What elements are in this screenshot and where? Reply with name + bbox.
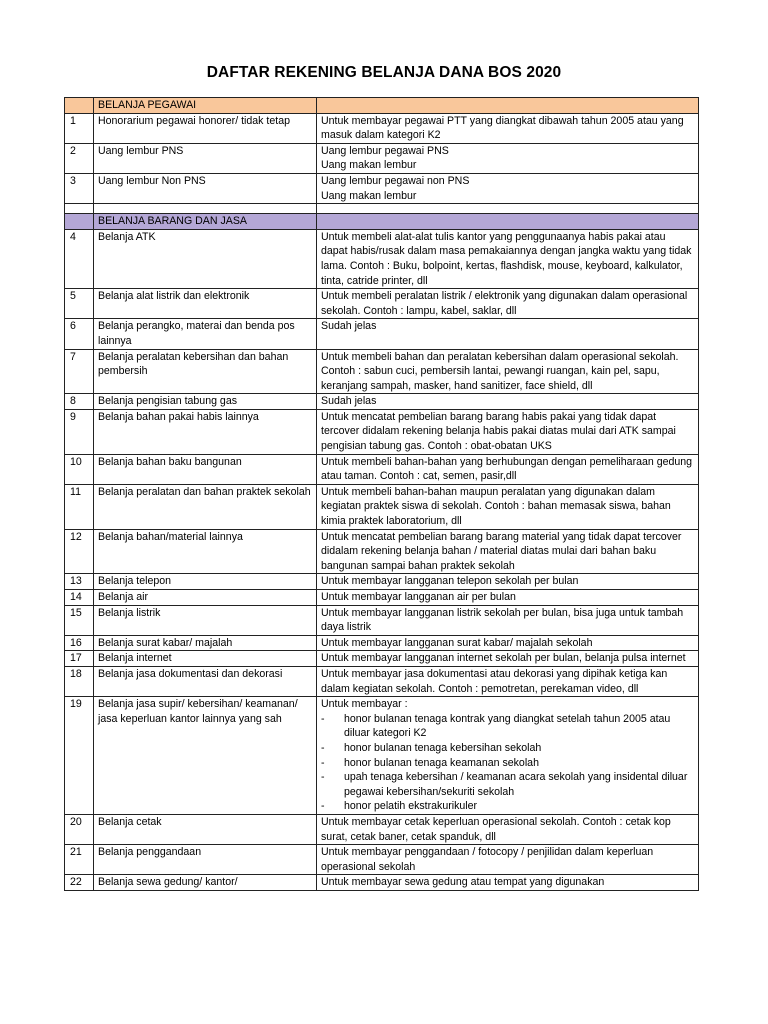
row-item-name: Belanja internet bbox=[94, 651, 317, 667]
row-item-name: Belanja jasa supir/ kebersihan/ keamanan/ jasa keperluan kantor lainnya yang sah bbox=[94, 697, 317, 815]
table-row bbox=[65, 409, 699, 454]
description-line: Untuk mencatat pembelian barang barang habis pakai yang tidak dapat tercover didalam rekening belanja habis pakai diatas mulai dari ATK sampai pengisian tabung gas. Contoh : obat-obatan UKS bbox=[321, 410, 676, 453]
row-item-name: Belanja bahan baku bangunan bbox=[94, 454, 317, 484]
row-description bbox=[317, 605, 699, 635]
row-number: 22 bbox=[65, 875, 94, 891]
description-subitem bbox=[321, 741, 694, 756]
row-number: 17 bbox=[65, 651, 94, 667]
section-header-desc-cell bbox=[317, 98, 699, 114]
row-number: 15 bbox=[65, 605, 94, 635]
row-item-name: Belanja alat listrik dan elektronik bbox=[94, 289, 317, 319]
table-row bbox=[65, 349, 699, 394]
description-subitem-text: honor pelatih ekstrakurikuler bbox=[344, 800, 478, 813]
table-row bbox=[65, 229, 699, 288]
description-subitem bbox=[321, 756, 694, 771]
row-item-name: Belanja bahan pakai habis lainnya bbox=[94, 409, 317, 454]
description-line: Untuk membayar : bbox=[321, 698, 408, 711]
description-line: Uang makan lembur bbox=[321, 159, 417, 172]
description-line: Untuk membayar langganan surat kabar/ majalah sekolah bbox=[321, 636, 593, 649]
description-line: Uang makan lembur bbox=[321, 189, 417, 202]
table-row bbox=[65, 845, 699, 875]
table-row bbox=[65, 173, 699, 203]
row-item-name: Belanja telepon bbox=[94, 574, 317, 590]
row-description bbox=[317, 529, 699, 574]
row-description bbox=[317, 484, 699, 529]
list-dash-icon: - bbox=[321, 800, 325, 813]
row-number: 12 bbox=[65, 529, 94, 574]
table-row bbox=[65, 529, 699, 574]
blank-cell bbox=[65, 204, 94, 214]
table-row bbox=[65, 635, 699, 651]
row-number: 7 bbox=[65, 349, 94, 394]
row-number: 11 bbox=[65, 484, 94, 529]
page-title: DAFTAR REKENING BELANJA DANA BOS 2020 bbox=[206, 64, 562, 81]
table-row bbox=[65, 484, 699, 529]
row-description bbox=[317, 113, 699, 143]
row-item-name: Belanja air bbox=[94, 590, 317, 606]
row-number: 6 bbox=[65, 319, 94, 349]
section-header-no-cell bbox=[65, 214, 94, 230]
description-line: Untuk membayar langganan telepon sekolah per bulan bbox=[321, 575, 579, 588]
row-item-name: Belanja surat kabar/ majalah bbox=[94, 635, 317, 651]
row-number: 2 bbox=[65, 143, 94, 173]
row-description bbox=[317, 319, 699, 349]
row-description bbox=[317, 143, 699, 173]
description-line: Untuk membayar langganan listrik sekolah per bulan, bisa juga untuk tambah daya listrik bbox=[321, 606, 684, 634]
rekening-table bbox=[64, 97, 699, 891]
table-row bbox=[65, 605, 699, 635]
row-item-name: Belanja ATK bbox=[94, 229, 317, 288]
row-number: 5 bbox=[65, 289, 94, 319]
table-row bbox=[65, 113, 699, 143]
table-row bbox=[65, 666, 699, 696]
description-line: Untuk membeli bahan-bahan yang berhubungan dengan pemeliharaan gedung atau taman. Contoh : cat, semen, pasir,dll bbox=[321, 455, 693, 483]
table-row bbox=[65, 875, 699, 891]
table-row bbox=[65, 814, 699, 844]
row-description bbox=[317, 349, 699, 394]
description-line: Untuk membayar langganan internet sekolah per bulan, belanja pulsa internet bbox=[321, 652, 686, 665]
table-row bbox=[65, 394, 699, 410]
row-item-name: Belanja penggandaan bbox=[94, 845, 317, 875]
row-description bbox=[317, 454, 699, 484]
section-header-title: BELANJA PEGAWAI bbox=[94, 98, 317, 114]
row-description bbox=[317, 635, 699, 651]
description-subitem bbox=[321, 799, 694, 814]
description-line: Uang lembur pegawai non PNS bbox=[321, 174, 470, 187]
row-description bbox=[317, 409, 699, 454]
list-dash-icon: - bbox=[321, 712, 325, 725]
table-row bbox=[65, 289, 699, 319]
row-description bbox=[317, 697, 699, 815]
row-description bbox=[317, 590, 699, 606]
row-item-name: Belanja sewa gedung/ kantor/ bbox=[94, 875, 317, 891]
description-line: Untuk membayar jasa dokumentasi atau dekorasi yang dipihak ketiga kan dalam kegiatan sekolah. Contoh : pemotretan, perekaman video, dll bbox=[321, 667, 668, 695]
description-line: Sudah jelas bbox=[321, 395, 377, 408]
list-dash-icon: - bbox=[321, 741, 325, 754]
blank-row bbox=[65, 204, 699, 214]
row-number: 14 bbox=[65, 590, 94, 606]
description-line: Sudah jelas bbox=[321, 320, 377, 333]
description-line: Untuk membeli peralatan listrik / elektronik yang digunakan dalam operasional sekolah. Contoh : lampu, kabel, saklar, dll bbox=[321, 290, 688, 317]
table-row bbox=[65, 319, 699, 349]
description-line: Untuk membayar langganan air per bulan bbox=[321, 591, 516, 603]
row-item-name: Belanja cetak bbox=[94, 814, 317, 844]
row-description bbox=[317, 845, 699, 875]
row-number: 16 bbox=[65, 635, 94, 651]
description-line: Untuk membeli alat-alat tulis kantor yang penggunaanya habis pakai atau dapat habis/rusak dalam masa pemakaiannya dengan jangka waktu yang tidak lama. Contoh : Buku, bolpoint, kertas, flashdisk, mouse, keyboard, kalkulator, tinta, catride printer, dll bbox=[321, 230, 692, 287]
rekening-table-body bbox=[65, 98, 699, 891]
row-number: 13 bbox=[65, 574, 94, 590]
description-line: Untuk membeli bahan dan peralatan kebersihan dalam operasional sekolah. Contoh : sabun cuci, pembersih lantai, pewangi ruangan, kain pel, sapu, keranjang sampah, masker, hand sanitizer, face shield, dll bbox=[321, 350, 679, 392]
section-header-row bbox=[65, 98, 699, 114]
blank-cell bbox=[317, 204, 699, 214]
table-row bbox=[65, 574, 699, 590]
row-description bbox=[317, 651, 699, 667]
table-row bbox=[65, 697, 699, 815]
row-description bbox=[317, 574, 699, 590]
description-subitem-text: honor bulanan tenaga keamanan sekolah bbox=[344, 756, 539, 769]
row-number: 8 bbox=[65, 394, 94, 410]
row-number: 19 bbox=[65, 697, 94, 815]
description-line: Untuk membayar pegawai PTT yang diangkat dibawah tahun 2005 atau yang masuk dalam kategori K2 bbox=[321, 114, 684, 142]
description-subitem bbox=[321, 712, 694, 741]
row-item-name: Belanja bahan/material lainnya bbox=[94, 529, 317, 574]
row-item-name: Honorarium pegawai honorer/ tidak tetap bbox=[94, 113, 317, 143]
table-row bbox=[65, 590, 699, 606]
section-header-desc-cell bbox=[317, 214, 699, 230]
row-item-name: Belanja listrik bbox=[94, 605, 317, 635]
row-description bbox=[317, 229, 699, 288]
row-item-name: Uang lembur PNS bbox=[94, 143, 317, 173]
description-subitem-text: upah tenaga kebersihan / keamanan acara sekolah yang insidental diluar pegawai kebersihan/sekuriti sekolah bbox=[344, 771, 688, 798]
description-line: Untuk membeli bahan-bahan maupun peralatan yang digunakan dalam kegiatan praktek siswa di sekolah. Contoh : bahan memasak siswa, bahan kimia praktek laboratorium, dll bbox=[321, 485, 671, 528]
row-description bbox=[317, 173, 699, 203]
section-header-title: BELANJA BARANG DAN JASA bbox=[94, 214, 317, 230]
description-line: Untuk mencatat pembelian barang barang material yang tidak dapat tercover didalam rekening belanja bahan / material diatas mulai dari bahan baku bangunan sampai bahan praktek sekolah bbox=[321, 530, 682, 572]
row-number: 9 bbox=[65, 409, 94, 454]
row-item-name: Belanja peralatan kebersihan dan bahan pembersih bbox=[94, 349, 317, 394]
description-line: Uang lembur pegawai PNS bbox=[321, 144, 449, 157]
description-line: Untuk membayar sewa gedung atau tempat yang digunakan bbox=[321, 876, 605, 889]
row-description bbox=[317, 814, 699, 844]
row-description bbox=[317, 875, 699, 891]
row-description bbox=[317, 666, 699, 696]
row-item-name: Belanja perangko, materai dan benda pos lainnya bbox=[94, 319, 317, 349]
row-item-name: Belanja pengisian tabung gas bbox=[94, 394, 317, 410]
description-line: Untuk membayar penggandaan / fotocopy / penjilidan dalam keperluan operasional sekolah bbox=[321, 846, 654, 873]
row-item-name: Uang lembur Non PNS bbox=[94, 173, 317, 203]
description-subitem bbox=[321, 770, 694, 799]
description-subitem-text: honor bulanan tenaga kontrak yang diangkat setelah tahun 2005 atau diluar kategori K2 bbox=[344, 712, 671, 740]
row-item-name: Belanja jasa dokumentasi dan dekorasi bbox=[94, 666, 317, 696]
table-row bbox=[65, 454, 699, 484]
row-number: 20 bbox=[65, 814, 94, 844]
table-row bbox=[65, 143, 699, 173]
list-dash-icon: - bbox=[321, 756, 325, 769]
row-number: 10 bbox=[65, 454, 94, 484]
row-description bbox=[317, 289, 699, 319]
blank-cell bbox=[94, 204, 317, 214]
row-description bbox=[317, 394, 699, 410]
row-number: 21 bbox=[65, 845, 94, 875]
description-subitem-list bbox=[321, 712, 694, 814]
row-number: 4 bbox=[65, 229, 94, 288]
description-line: Untuk membayar cetak keperluan operasional sekolah. Contoh : cetak kop surat, cetak baner, cetak spanduk, dll bbox=[321, 815, 671, 843]
section-header-no-cell bbox=[65, 98, 94, 114]
list-dash-icon: - bbox=[321, 771, 325, 784]
row-item-name: Belanja peralatan dan bahan praktek sekolah bbox=[94, 484, 317, 529]
row-number: 1 bbox=[65, 113, 94, 143]
table-row bbox=[65, 651, 699, 667]
row-number: 3 bbox=[65, 173, 94, 203]
description-subitem-text: honor bulanan tenaga kebersihan sekolah bbox=[344, 741, 542, 754]
row-number: 18 bbox=[65, 666, 94, 696]
section-header-row bbox=[65, 214, 699, 230]
